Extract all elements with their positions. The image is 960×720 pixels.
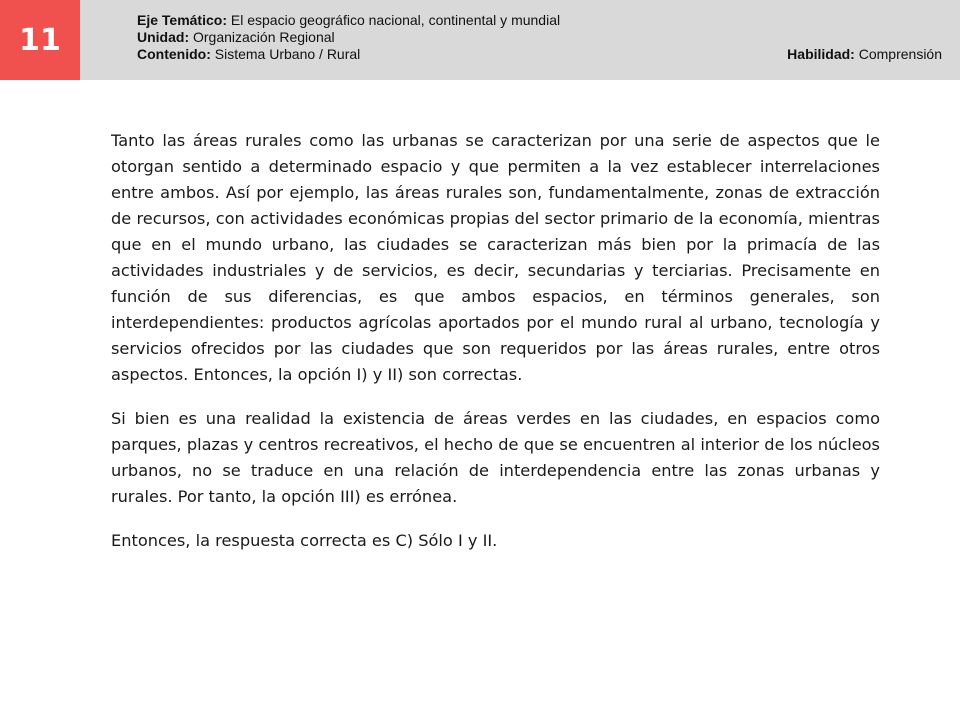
habilidad-label: Habilidad: — [787, 46, 855, 62]
header-unidad-line — [137, 29, 942, 46]
header-info — [137, 12, 942, 63]
paragraph-3: Entonces, la respuesta correcta es C) Sólo I y II. — [111, 531, 498, 550]
paragraph-2: Si bien es una realidad la existencia de áreas verdes en las ciudades, en espacios como parques, plazas y centros recreativos, el hecho de que se encuentren al interior de los núcleos urbanos, no se traduce en una relación de interdependencia entre las zonas urbanas y rurales. Por tanto, la opción III) es errónea. — [111, 409, 880, 506]
explanation-body — [111, 128, 880, 572]
contenido-group — [137, 46, 360, 63]
slide-number-badge — [0, 0, 80, 80]
unidad-value: Organización Regional — [193, 29, 335, 45]
eje-value: El espacio geográfico nacional, continental y mundial — [230, 12, 561, 28]
contenido-value: Sistema Urbano / Rural — [214, 46, 361, 62]
header-contenido-line — [137, 46, 942, 63]
slide-number: 11 — [19, 22, 61, 58]
unidad-label: Unidad: — [137, 29, 190, 45]
header-bar — [0, 0, 960, 80]
paragraph-1: Tanto las áreas rurales como las urbanas se caracterizan por una serie de aspectos que le otorgan sentido a determinado espacio y que permiten a la vez establecer interrelaciones entre ambos. Así por ejemplo, las áreas rurales son, fundamentalmente, zonas de extracción de recursos, con actividades económicas propias del sector primario de la economía, mientras que en el mundo urbano, las ciudades se caracterizan más bien por la primacía de las actividades industriales y de servicios, es decir, secundarias y terciarias. Precisamente en función de sus diferencias, es que ambos espacios, en términos generales, son interdependientes: productos agrícolas aportados por el mundo rural al urbano, tecnología y servicios ofrecidos por las ciudades que son requeridos por las áreas rurales, entre otros aspectos. Entonces, la opción I) y II) son correctas. — [111, 131, 880, 384]
header-eje-line — [137, 12, 942, 29]
contenido-label: Contenido: — [137, 46, 211, 62]
habilidad-value: Comprensión — [858, 46, 942, 62]
habilidad-group — [787, 46, 942, 63]
eje-label: Eje Temático: — [137, 12, 227, 28]
